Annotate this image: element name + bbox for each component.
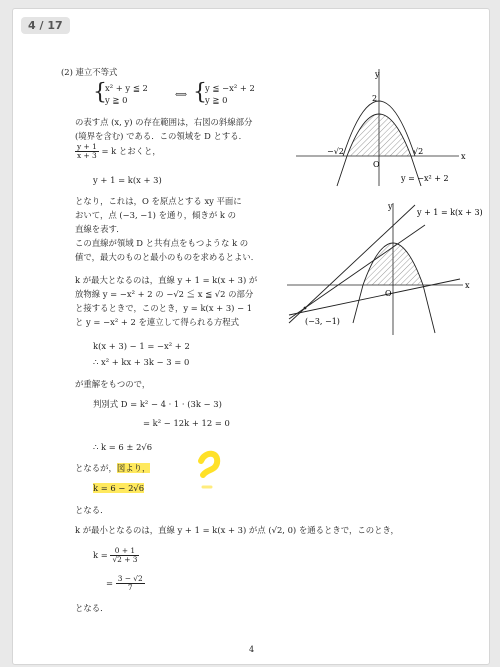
y-axis-label: y: [388, 202, 393, 211]
figure-tangent-lines: [275, 195, 485, 340]
equation-k-max: [93, 483, 144, 494]
text-line-p1: の表す点 (x, y) の存在範囲は，右図の斜線部分: [75, 117, 253, 127]
text-line-p16: k が最小となるのは，直線 y + 1 = k(x + 3) が点 (√2, 0) を通るときで，このとき，: [75, 525, 399, 535]
ratio-numerator: y + 1: [77, 142, 97, 151]
highlighter-scribble: [201, 454, 217, 475]
k-min-rationalized-fraction: [116, 575, 145, 592]
equation-k-min: [93, 547, 139, 564]
x-axis-label: x: [461, 152, 466, 161]
parabola-left-tail: [337, 156, 347, 186]
highlighted-phrase: 図より，: [116, 463, 151, 473]
k-min-rationalized-numerator: 3 − √2: [117, 574, 143, 583]
ratio-definition: [75, 143, 161, 160]
fixed-point: [304, 307, 307, 310]
text-line-p13: が重解をもつので，: [75, 379, 151, 389]
k-min-denominator: √2 + 3: [112, 555, 138, 564]
page-number: 4: [249, 645, 255, 654]
system1-line2: y ≧ 0: [105, 95, 128, 105]
k-min-fraction: [110, 547, 139, 564]
equation-k-min-lhs: k =: [93, 550, 108, 560]
left-brace-2: {: [193, 80, 207, 105]
y-axis-label: y: [375, 70, 380, 79]
equation-line: y + 1 = k(x + 3): [93, 175, 162, 185]
problem-label: (2) 連立不等式: [61, 67, 118, 77]
ratio-denominator: x + 3: [77, 151, 97, 160]
text-line-p11: と接するときで，このとき，y = k(x + 3) − 1: [75, 303, 253, 313]
x-axis-label: x: [465, 281, 470, 290]
text-line-p10: 放物線 y = −x² + 2 の −√2 ≦ x ≦ √2 の部分: [75, 289, 254, 299]
document-page: [12, 8, 490, 665]
text-line-p5: おいて，点 (−3, −1) を通り，傾きが k の: [75, 210, 236, 220]
figure-parabola-region: [281, 61, 481, 191]
equation-k-min-rationalized-lhs: =: [106, 578, 114, 588]
equivalence-symbol: ⟺: [175, 89, 188, 99]
system2-line2: y ≧ 0: [205, 95, 228, 105]
text-line-p14-prefix: となるが，: [75, 463, 117, 473]
equation-k-min-rationalized: [106, 575, 145, 592]
k-min-rationalized-denominator: 7: [127, 583, 133, 592]
system2-line1: y ≦ −x² + 2: [205, 83, 255, 93]
equation-discriminant-zero: = k² − 12k + 12 = 0: [143, 418, 230, 428]
text-line-p17: となる．: [75, 603, 109, 613]
text-line-p15: となる．: [75, 505, 109, 515]
parabola-left-tail: [353, 285, 363, 323]
right-root-label: √2: [413, 147, 424, 156]
curve-equation-label: y = −x² + 2: [401, 174, 449, 183]
text-line-p4: となり，これは，O を原点とする xy 平面に: [75, 196, 242, 206]
y-intercept-label: 2: [372, 94, 378, 103]
ratio-fraction: [75, 143, 99, 160]
text-line-p8: 値で，最大のものと最小のものを求めるとよい．: [75, 252, 260, 262]
highlighter-marks: [191, 449, 231, 495]
fixed-point-label: (−3, −1): [305, 317, 340, 326]
equation-k-solutions: ∴ k = 6 ± 2√6: [93, 442, 153, 452]
k-min-numerator: 0 + 1: [110, 547, 139, 556]
ratio-definition-tail: = k とおくと，: [101, 146, 161, 156]
parabola-right-tail: [423, 285, 435, 333]
page-badge: 4 / 17: [21, 17, 70, 34]
text-line-p12: と y = −x² + 2 を連立して得られる方程式: [75, 317, 240, 327]
origin-label: O: [385, 289, 392, 298]
text-line-p9: k が最大となるのは，直線 y + 1 = k(x + 3) が: [75, 275, 258, 285]
text-line-p7: この直線が領域 D と共有点をもつような k の: [75, 238, 249, 248]
left-root-label: −√2: [327, 147, 344, 156]
highlighted-k-max: k = 6 − 2√6: [93, 483, 145, 493]
equation-quadratic: ∴ x² + kx + 3k − 3 = 0: [93, 357, 190, 367]
equation-discriminant: 判別式 D = k² − 4 · 1 · (3k − 3): [93, 399, 222, 409]
origin-label: O: [373, 160, 380, 169]
line-equation-label: y + 1 = k(x + 3): [417, 208, 483, 217]
system1-line1: x² + y ≦ 2: [105, 83, 148, 93]
equation-tangent: k(x + 3) − 1 = −x² + 2: [93, 341, 190, 351]
left-brace-1: {: [93, 80, 107, 105]
text-line-p6: 直線を表す．: [75, 224, 125, 234]
text-line-p14: [75, 463, 150, 474]
text-line-p2: (境界を含む) である．この領域を D とする．: [75, 131, 247, 141]
